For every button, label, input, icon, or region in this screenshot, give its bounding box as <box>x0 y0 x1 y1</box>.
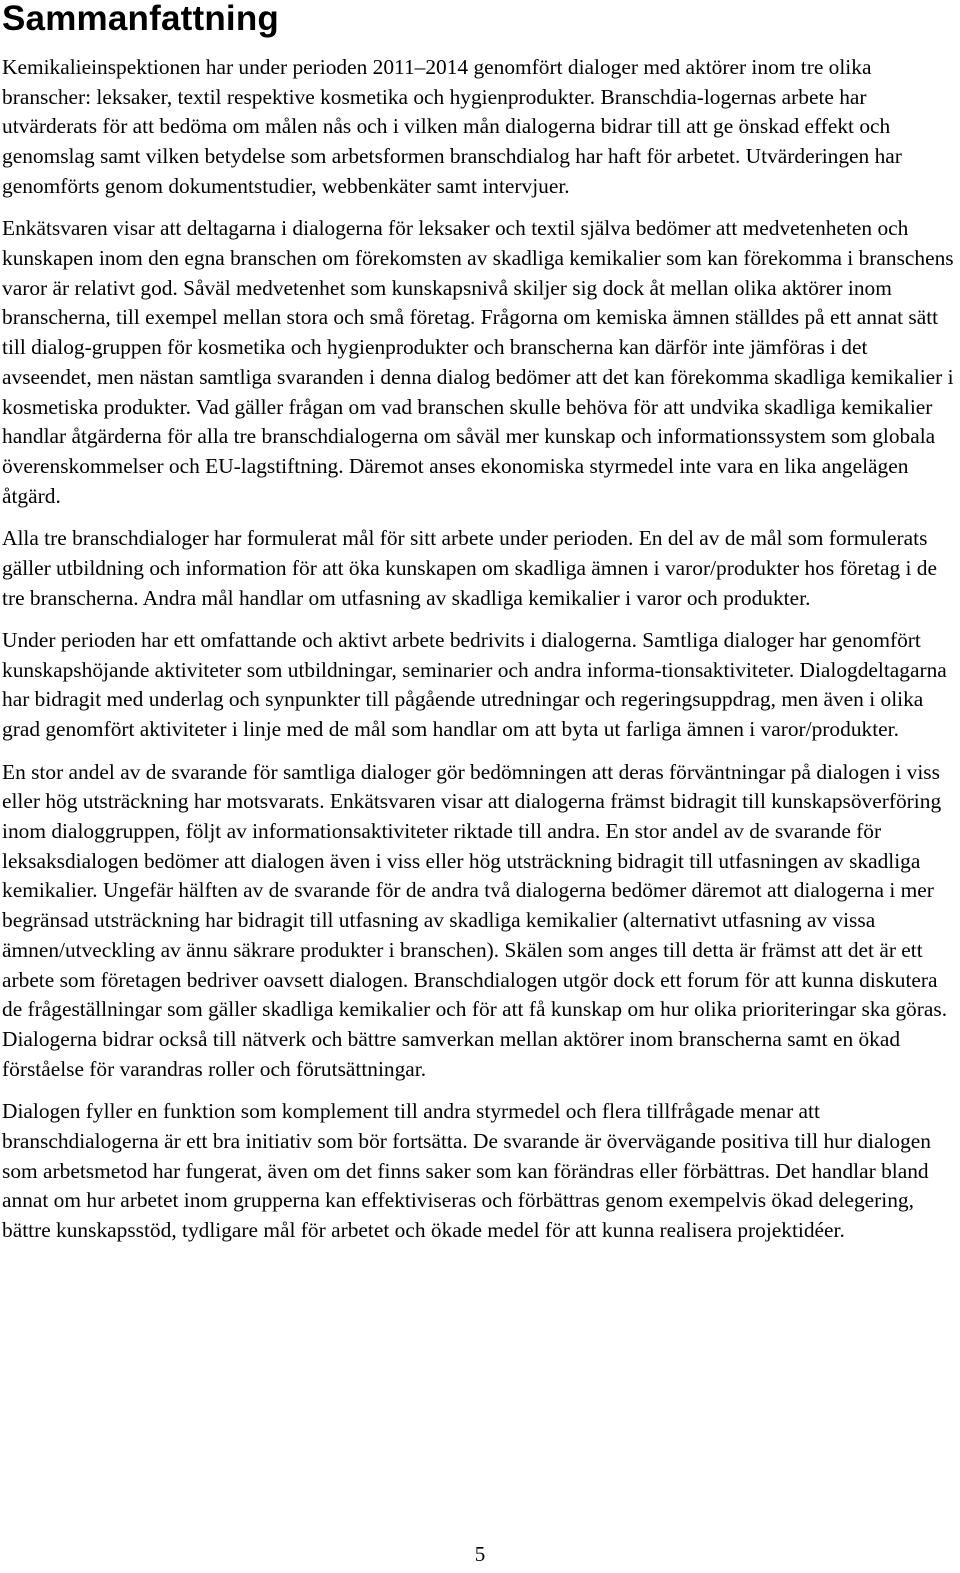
paragraph: Enkätsvaren visar att deltagarna i dialogerna för leksaker och textil själva bedömer att medvetenheten och kunskapen inom den egna branschen om förekomsten av skadliga kemikalier som kan förekomma i branschens varor är relativt god. Såväl medvetenhet som kunskapsnivå skiljer sig dock åt mellan olika aktörer inom branscherna, till exempel mellan stora och små företag. Frågorna om kemiska ämnen ställdes på ett annat sätt till dialog-gruppen för kosmetika och hygienprodukter och branscherna kan därför inte jämföras i det avseendet, men nästan samtliga svaranden i denna dialog bedömer att det kan förekomma skadliga kemikalier i kosmetiska produkter. Vad gäller frågan om vad branschen skulle behöva för att undvika skadliga kemikalier handlar åtgärderna för alla tre branschdialogerna om såväl mer kunskap och informationssystem som globala överenskommelser och EU-lagstiftning. Däremot anses ekonomiska styrmedel inte vara en lika angelägen åtgärd. <box>2 216 954 508</box>
page-title: Sammanfattning <box>2 0 279 38</box>
page-number: 5 <box>474 1542 486 1566</box>
paragraph: Kemikalieinspektionen har under perioden 2011–2014 genomfört dialoger med aktörer inom tre olika branscher: leksaker, textil respektive kosmetika och hygienprodukter. Branschdia-logernas arbete har utvärderats för att bedöma om målen nås och i vilken mån dialogerna bidrar till att ge önskad effekt och genomslag samt vilken betydelse som arbetsformen branschdialog har haft för arbetet. Utvärderingen har genomförts genom dokumentstudier, webbenkäter samt intervjuer. <box>2 55 902 198</box>
paragraph: Alla tre branschdialoger har formulerat mål för sitt arbete under perioden. En del av de mål som formulerats gäller utbildning och information för att öka kunskapen om skadliga ämnen i varor/produkter hos företag i de tre branscherna. Andra mål handlar om utfasning av skadliga kemikalier i varor och produkter. <box>2 526 937 610</box>
paragraph: En stor andel av de svarande för samtliga dialoger gör bedömningen att deras förväntningar på dialogen i viss eller hög utsträckning har motsvarats. Enkätsvaren visar att dialogerna främst bidragit till kunskapsöverföring inom dialoggruppen, följt av informationsaktiviteter riktade till andra. En stor andel av de svarande för leksaksdialogen bedömer att dialogen även i viss eller hög utsträckning bidragit till utfasningen av skadliga kemikalier. Ungefär hälften av de svarande för de andra två dialogerna bedömer däremot att dialogerna i mer begränsad utsträckning har bidragit till utfasning av skadliga kemikalier (alternativt utfasning av vissa ämnen/utveckling av ännu säkrare produkter i branschen). Skälen som anges till detta är främst att det är ett arbete som företagen bedriver oavsett dialogen. Branschdialogen utgör dock ett forum för att kunna diskutera de frågeställningar som gäller skadliga kemikalier och för att få kunskap om hur olika prioriteringar ska göras. Dialogerna bidrar också till nätverk och bättre samverkan mellan aktörer inom branscherna samt en ökad förståelse för varandras roller och förutsättningar. <box>2 759 948 1081</box>
body-text <box>2 53 956 1259</box>
paragraph: Under perioden har ett omfattande och aktivt arbete bedrivits i dialogerna. Samtliga dialoger har genomfört kunskapshöjande aktiviteter som utbildningar, seminarier och andra informa-tionsaktiviteter. Dialogdeltagarna har bidragit med underlag och synpunkter till pågående utredningar och regeringsuppdrag, men även i olika grad genomfört aktiviteter i linje med de mål som handlar om att byta ut farliga ämnen i varor/produkter. <box>2 628 947 742</box>
paragraph: Dialogen fyller en funktion som komplement till andra styrmedel och flera tillfrågade menar att branschdialogerna är ett bra initiativ som bör fortsätta. De svarande är övervägande positiva till hur dialogen som arbetsmetod har fungerat, även om det finns saker som kan förändras eller förbättras. Det handlar bland annat om hur arbetet inom grupperna kan effektiviseras och förbättras genom exempelvis ökad delegering, bättre kunskapsstöd, tydligare mål för arbetet och ökade medel för att kunna realisera projektidéer. <box>2 1099 931 1242</box>
